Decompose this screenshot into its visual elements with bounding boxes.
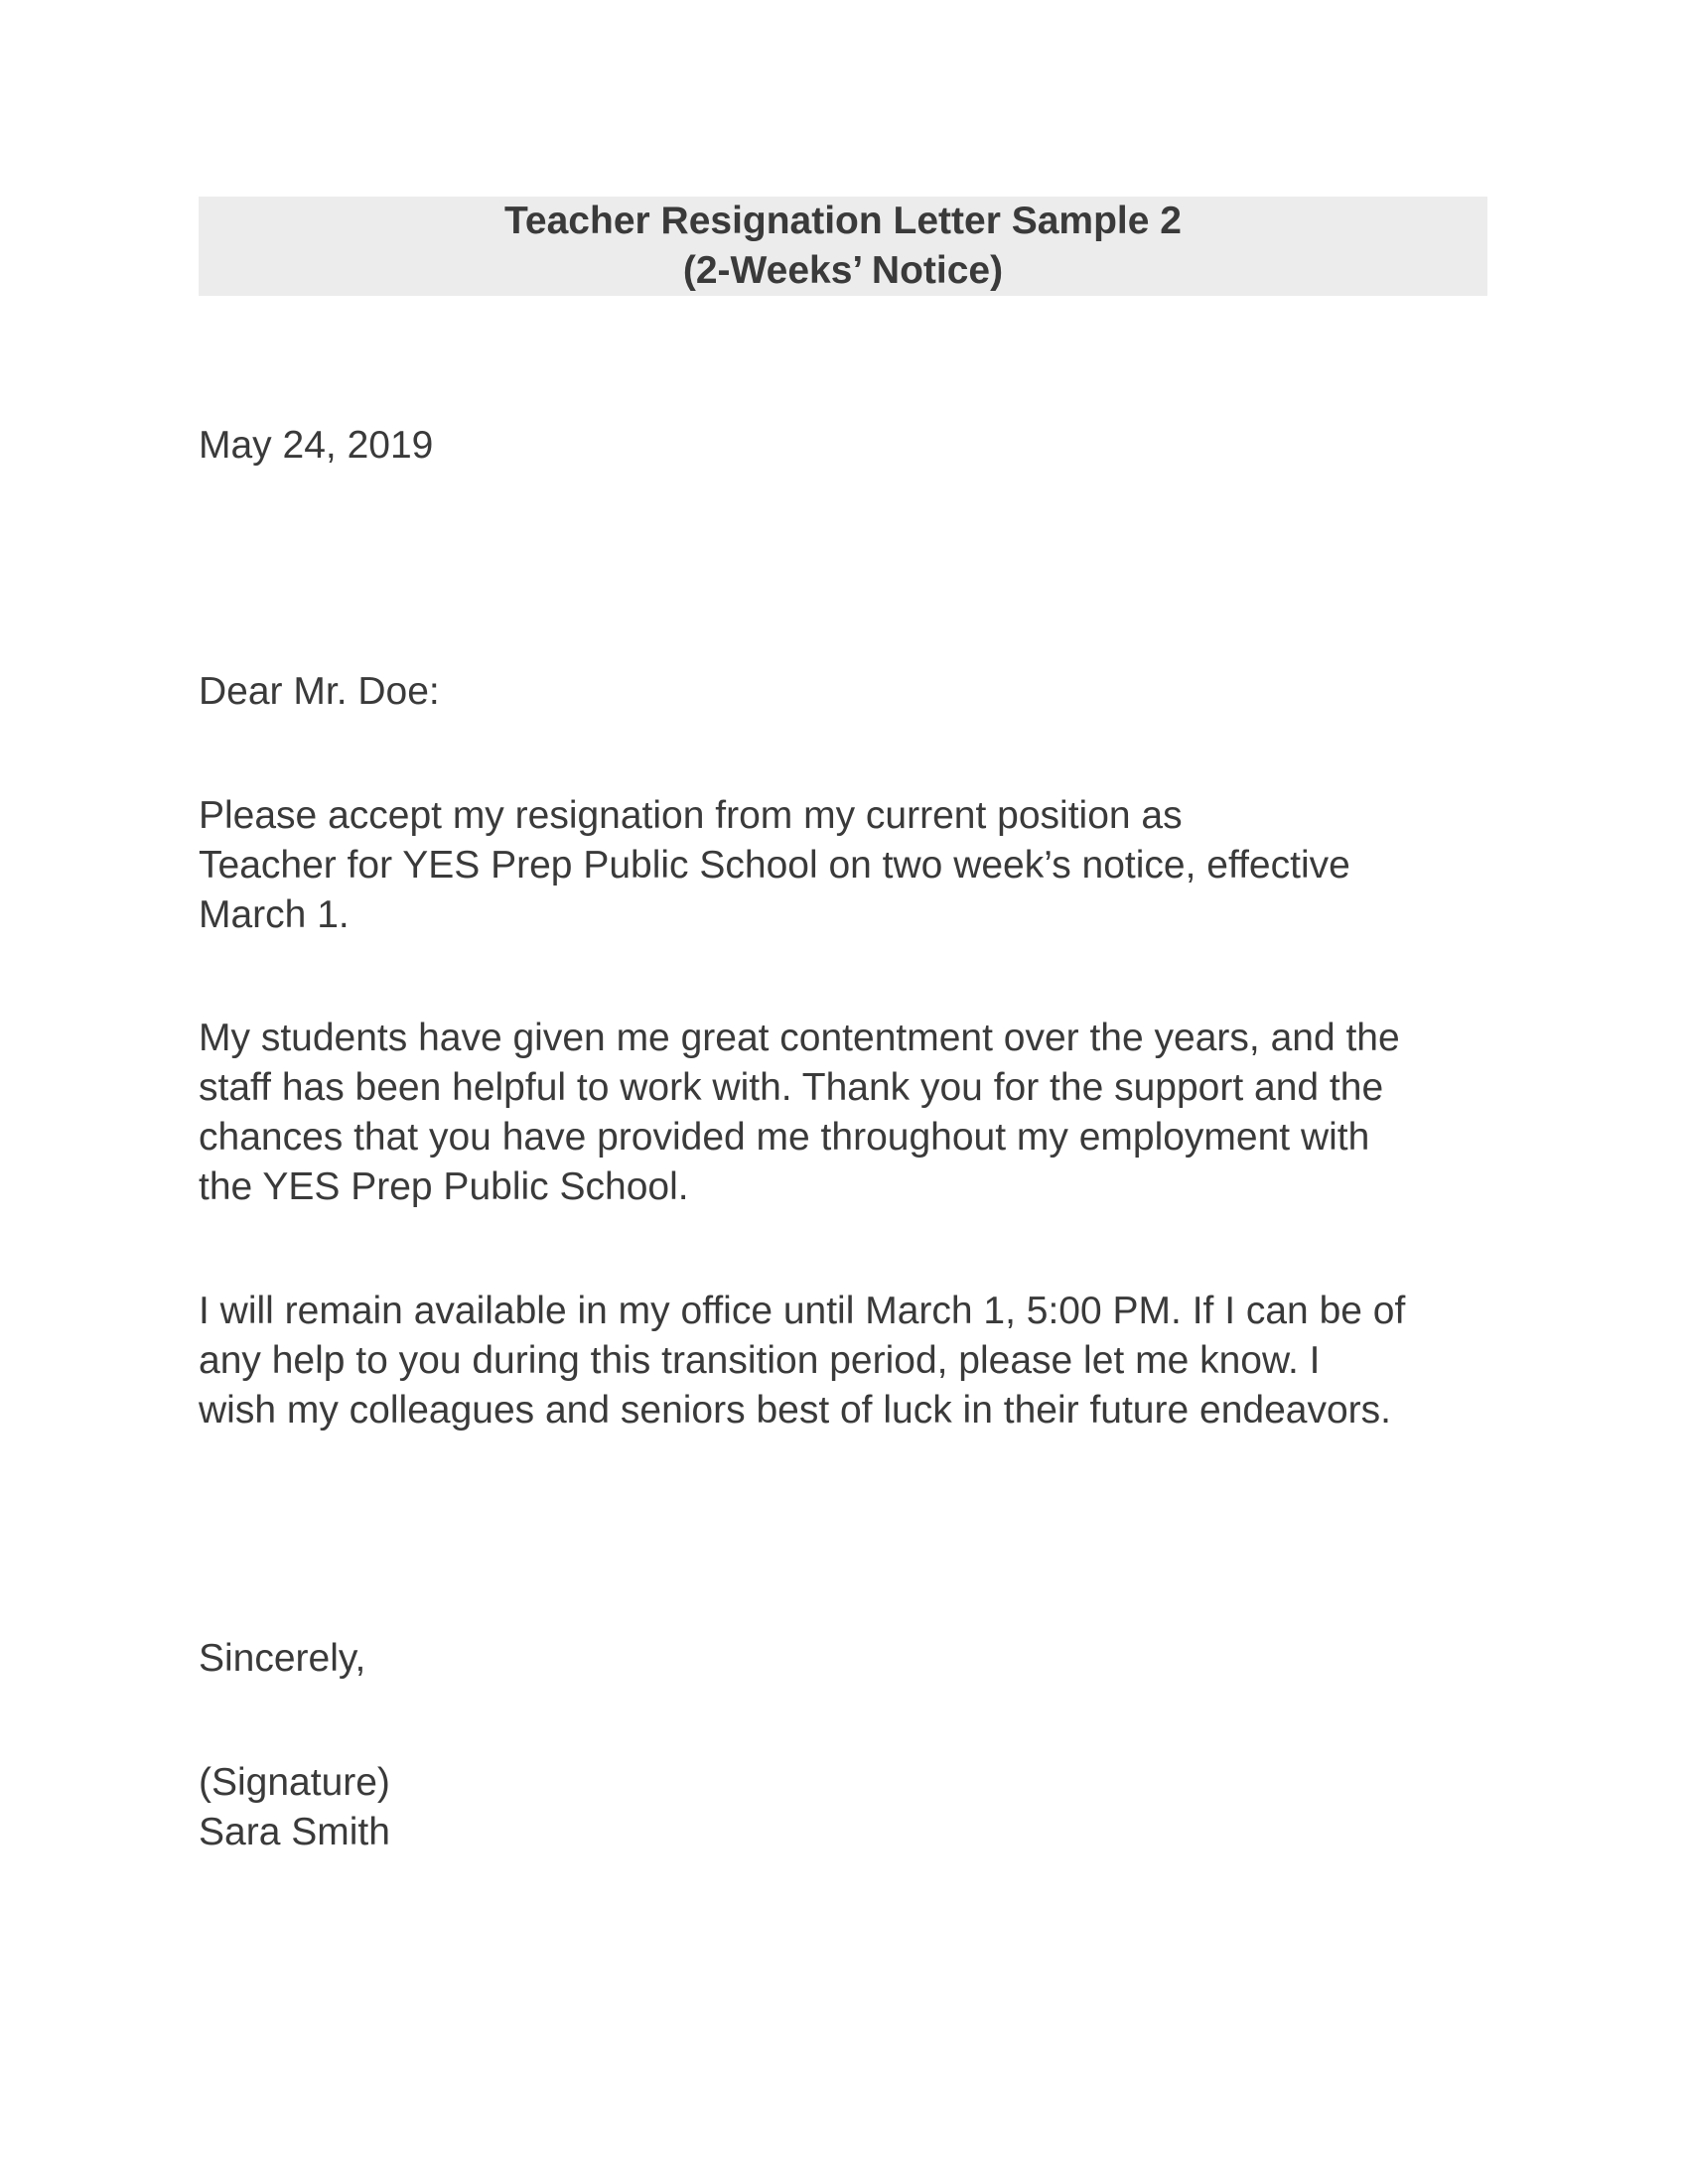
salutation: Dear Mr. Doe: <box>199 670 440 713</box>
paragraph-line: the YES Prep Public School. <box>199 1165 689 1208</box>
paragraph-line: staff has been helpful to work with. Thank you for the support and the <box>199 1066 1384 1109</box>
signature-block <box>199 1758 390 1857</box>
letter-date: May 24, 2019 <box>199 424 434 467</box>
paragraph-line: I will remain available in my office until March 1, 5:00 PM. If I can be of <box>199 1290 1406 1332</box>
paragraph-line: any help to you during this transition period, please let me know. I <box>199 1339 1321 1382</box>
signer-name: Sara Smith <box>199 1811 390 1853</box>
paragraph-3 <box>199 1287 1405 1435</box>
paragraph-line: wish my colleagues and seniors best of luck in their future endeavors. <box>199 1389 1391 1432</box>
paragraph-line: chances that you have provided me throughout my employment with <box>199 1116 1370 1159</box>
document-title <box>199 197 1487 296</box>
title-line-2: (2-Weeks’ Notice) <box>682 249 1004 292</box>
closing: Sincerely, <box>199 1637 366 1680</box>
signature-label: (Signature) <box>199 1761 390 1804</box>
paragraph-2 <box>199 1014 1400 1212</box>
paragraph-line: My students have given me great contentment over the years, and the <box>199 1017 1400 1059</box>
title-line-1: Teacher Resignation Letter Sample 2 <box>504 200 1182 242</box>
paragraph-line: Teacher for YES Prep Public School on two week’s notice, effective <box>199 844 1350 887</box>
paragraph-1 <box>199 791 1350 940</box>
paragraph-line: Please accept my resignation from my current position as <box>199 794 1183 837</box>
paragraph-line: March 1. <box>199 893 350 936</box>
